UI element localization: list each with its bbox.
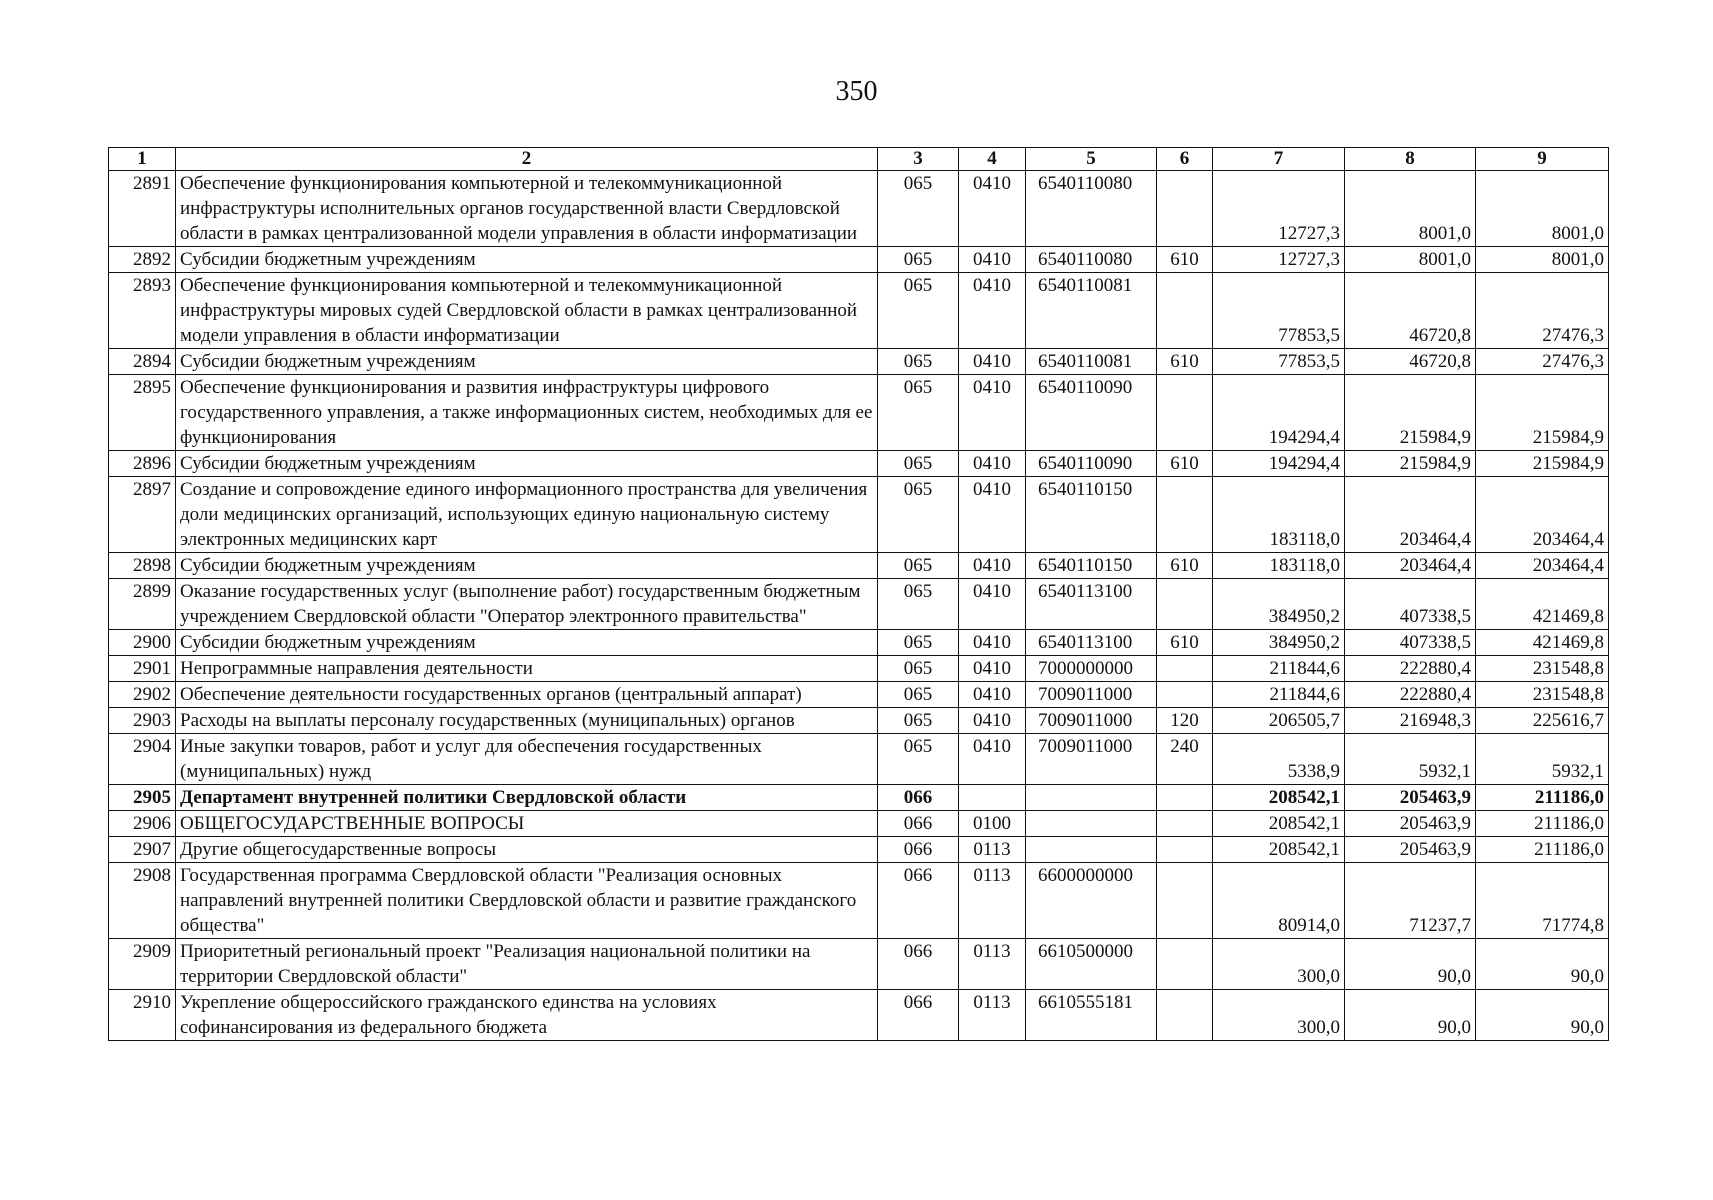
row-description: Субсидии бюджетным учреждениям [176, 630, 878, 656]
row-number: 2894 [109, 349, 176, 375]
section-code: 0113 [959, 939, 1026, 990]
target-article-code: 7009011000 [1026, 708, 1157, 734]
header-cell: 2 [176, 148, 878, 171]
ministry-code: 066 [878, 939, 959, 990]
amount-col-7: 300,0 [1213, 939, 1345, 990]
section-code: 0410 [959, 734, 1026, 785]
amount-col-7: 77853,5 [1213, 349, 1345, 375]
amount-col-8: 216948,3 [1345, 708, 1476, 734]
amount-col-8: 8001,0 [1345, 171, 1476, 247]
row-number: 2910 [109, 990, 176, 1041]
expense-type-code [1157, 990, 1213, 1041]
amount-col-9: 203464,4 [1476, 477, 1609, 553]
section-code: 0113 [959, 863, 1026, 939]
expense-type-code: 120 [1157, 708, 1213, 734]
amount-col-7: 183118,0 [1213, 477, 1345, 553]
expense-type-code: 610 [1157, 451, 1213, 477]
row-description: Иные закупки товаров, работ и услуг для обеспечения государственных (муниципальных) нужд [176, 734, 878, 785]
row-description: Приоритетный региональный проект "Реализация национальной политики на территории Свердловской области" [176, 939, 878, 990]
amount-col-7: 300,0 [1213, 990, 1345, 1041]
ministry-code: 065 [878, 477, 959, 553]
target-article-code: 7009011000 [1026, 682, 1157, 708]
amount-col-7: 211844,6 [1213, 656, 1345, 682]
amount-col-9: 211186,0 [1476, 811, 1609, 837]
ministry-code: 066 [878, 837, 959, 863]
amount-col-9: 421469,8 [1476, 630, 1609, 656]
target-article-code: 6540110090 [1026, 451, 1157, 477]
target-article-code: 6540110081 [1026, 349, 1157, 375]
table-row [109, 477, 1609, 553]
section-code: 0410 [959, 273, 1026, 349]
amount-col-8: 205463,9 [1345, 785, 1476, 811]
amount-col-8: 203464,4 [1345, 553, 1476, 579]
expense-type-code [1157, 375, 1213, 451]
target-article-code [1026, 837, 1157, 863]
row-number: 2897 [109, 477, 176, 553]
row-description: Создание и сопровождение единого информационного пространства для увеличения доли медицинских организаций, использующих единую национальную систему электронных медицинских карт [176, 477, 878, 553]
section-code: 0113 [959, 990, 1026, 1041]
ministry-code: 065 [878, 247, 959, 273]
header-cell: 6 [1157, 148, 1213, 171]
amount-col-7: 206505,7 [1213, 708, 1345, 734]
ministry-code: 065 [878, 553, 959, 579]
section-code: 0410 [959, 349, 1026, 375]
header-cell: 5 [1026, 148, 1157, 171]
target-article-code [1026, 785, 1157, 811]
amount-col-8: 407338,5 [1345, 579, 1476, 630]
row-description: Субсидии бюджетным учреждениям [176, 247, 878, 273]
row-number: 2901 [109, 656, 176, 682]
amount-col-7: 183118,0 [1213, 553, 1345, 579]
target-article-code: 6610500000 [1026, 939, 1157, 990]
target-article-code: 6540110080 [1026, 171, 1157, 247]
table-row [109, 939, 1609, 990]
ministry-code: 066 [878, 811, 959, 837]
amount-col-8: 203464,4 [1345, 477, 1476, 553]
amount-col-7: 80914,0 [1213, 863, 1345, 939]
amount-col-8: 46720,8 [1345, 349, 1476, 375]
row-number: 2904 [109, 734, 176, 785]
amount-col-9: 215984,9 [1476, 451, 1609, 477]
section-code: 0410 [959, 682, 1026, 708]
row-number: 2907 [109, 837, 176, 863]
section-code: 0100 [959, 811, 1026, 837]
amount-col-9: 231548,8 [1476, 656, 1609, 682]
table-row [109, 837, 1609, 863]
row-description: Субсидии бюджетным учреждениям [176, 349, 878, 375]
target-article-code [1026, 811, 1157, 837]
table-row [109, 734, 1609, 785]
row-description: Обеспечение функционирования компьютерной и телекоммуникационной инфраструктуры исполнительных органов государственной власти Свердловской области в рамках централизованной модели управления в области информатизации [176, 171, 878, 247]
header-row [109, 148, 1609, 171]
ministry-code: 065 [878, 656, 959, 682]
amount-col-7: 384950,2 [1213, 630, 1345, 656]
expense-type-code [1157, 656, 1213, 682]
amount-col-8: 90,0 [1345, 939, 1476, 990]
amount-col-7: 194294,4 [1213, 375, 1345, 451]
ministry-code: 065 [878, 682, 959, 708]
target-article-code: 6540110150 [1026, 553, 1157, 579]
amount-col-7: 5338,9 [1213, 734, 1345, 785]
amount-col-9: 27476,3 [1476, 349, 1609, 375]
ministry-code: 065 [878, 579, 959, 630]
section-code: 0410 [959, 579, 1026, 630]
row-number: 2905 [109, 785, 176, 811]
table-row [109, 451, 1609, 477]
section-code: 0410 [959, 477, 1026, 553]
amount-col-9: 27476,3 [1476, 273, 1609, 349]
table-row [109, 990, 1609, 1041]
section-code: 0410 [959, 656, 1026, 682]
ministry-code: 065 [878, 375, 959, 451]
expense-type-code: 610 [1157, 553, 1213, 579]
amount-col-9: 211186,0 [1476, 785, 1609, 811]
table-row [109, 579, 1609, 630]
row-number: 2895 [109, 375, 176, 451]
row-number: 2906 [109, 811, 176, 837]
expense-type-code: 240 [1157, 734, 1213, 785]
row-description: Субсидии бюджетным учреждениям [176, 451, 878, 477]
header-cell: 3 [878, 148, 959, 171]
expense-type-code [1157, 682, 1213, 708]
expense-type-code [1157, 477, 1213, 553]
amount-col-7: 208542,1 [1213, 837, 1345, 863]
amount-col-9: 90,0 [1476, 990, 1609, 1041]
row-description: ОБЩЕГОСУДАРСТВЕННЫЕ ВОПРОСЫ [176, 811, 878, 837]
row-description: Укрепление общероссийского гражданского единства на условиях софинансирования из федерального бюджета [176, 990, 878, 1041]
expense-type-code [1157, 863, 1213, 939]
amount-col-9: 5932,1 [1476, 734, 1609, 785]
amount-col-7: 12727,3 [1213, 247, 1345, 273]
row-number: 2908 [109, 863, 176, 939]
expense-type-code [1157, 939, 1213, 990]
row-number: 2903 [109, 708, 176, 734]
amount-col-8: 215984,9 [1345, 375, 1476, 451]
amount-col-8: 407338,5 [1345, 630, 1476, 656]
ministry-code: 065 [878, 451, 959, 477]
ministry-code: 065 [878, 171, 959, 247]
amount-col-7: 194294,4 [1213, 451, 1345, 477]
amount-col-8: 222880,4 [1345, 656, 1476, 682]
section-code: 0410 [959, 630, 1026, 656]
table-row [109, 708, 1609, 734]
row-description: Оказание государственных услуг (выполнение работ) государственным бюджетным учреждением Свердловской области "Оператор электронного правительства" [176, 579, 878, 630]
amount-col-9: 215984,9 [1476, 375, 1609, 451]
row-number: 2891 [109, 171, 176, 247]
header-cell: 9 [1476, 148, 1609, 171]
table-row [109, 553, 1609, 579]
ministry-code: 065 [878, 349, 959, 375]
table-row [109, 863, 1609, 939]
expense-type-code: 610 [1157, 630, 1213, 656]
row-description: Другие общегосударственные вопросы [176, 837, 878, 863]
table-row [109, 630, 1609, 656]
amount-col-9: 8001,0 [1476, 171, 1609, 247]
table-row [109, 811, 1609, 837]
amount-col-8: 46720,8 [1345, 273, 1476, 349]
expense-type-code [1157, 273, 1213, 349]
section-code: 0410 [959, 553, 1026, 579]
amount-col-8: 8001,0 [1345, 247, 1476, 273]
table-row [109, 247, 1609, 273]
header-cell: 4 [959, 148, 1026, 171]
expense-type-code [1157, 171, 1213, 247]
target-article-code: 6540110080 [1026, 247, 1157, 273]
row-description: Расходы на выплаты персоналу государственных (муниципальных) органов [176, 708, 878, 734]
table-body [109, 171, 1609, 1041]
budget-table [108, 147, 1609, 1041]
expense-type-code: 610 [1157, 247, 1213, 273]
target-article-code: 6540113100 [1026, 630, 1157, 656]
ministry-code: 065 [878, 630, 959, 656]
amount-col-7: 211844,6 [1213, 682, 1345, 708]
row-number: 2892 [109, 247, 176, 273]
amount-col-7: 77853,5 [1213, 273, 1345, 349]
expense-type-code [1157, 837, 1213, 863]
amount-col-9: 8001,0 [1476, 247, 1609, 273]
amount-col-7: 208542,1 [1213, 785, 1345, 811]
target-article-code: 7000000000 [1026, 656, 1157, 682]
table-row [109, 682, 1609, 708]
row-number: 2900 [109, 630, 176, 656]
row-number: 2899 [109, 579, 176, 630]
amount-col-9: 225616,7 [1476, 708, 1609, 734]
amount-col-8: 90,0 [1345, 990, 1476, 1041]
section-code: 0113 [959, 837, 1026, 863]
table-row [109, 171, 1609, 247]
row-description: Непрограммные направления деятельности [176, 656, 878, 682]
amount-col-9: 211186,0 [1476, 837, 1609, 863]
ministry-code: 066 [878, 785, 959, 811]
amount-col-8: 205463,9 [1345, 837, 1476, 863]
ministry-code: 065 [878, 273, 959, 349]
amount-col-9: 90,0 [1476, 939, 1609, 990]
target-article-code: 6540110081 [1026, 273, 1157, 349]
amount-col-7: 384950,2 [1213, 579, 1345, 630]
target-article-code: 7009011000 [1026, 734, 1157, 785]
expense-type-code [1157, 579, 1213, 630]
section-code: 0410 [959, 247, 1026, 273]
section-code: 0410 [959, 708, 1026, 734]
target-article-code: 6610555181 [1026, 990, 1157, 1041]
amount-col-9: 231548,8 [1476, 682, 1609, 708]
amount-col-8: 71237,7 [1345, 863, 1476, 939]
ministry-code: 065 [878, 734, 959, 785]
row-number: 2896 [109, 451, 176, 477]
table-row [109, 785, 1609, 811]
amount-col-9: 203464,4 [1476, 553, 1609, 579]
target-article-code: 6540113100 [1026, 579, 1157, 630]
section-code: 0410 [959, 375, 1026, 451]
table-row [109, 273, 1609, 349]
row-description: Обеспечение деятельности государственных органов (центральный аппарат) [176, 682, 878, 708]
expense-type-code [1157, 811, 1213, 837]
header-cell: 8 [1345, 148, 1476, 171]
row-description: Обеспечение функционирования компьютерной и телекоммуникационной инфраструктуры мировых судей Свердловской области в рамках централизованной модели управления в области информатизации [176, 273, 878, 349]
ministry-code: 066 [878, 990, 959, 1041]
expense-type-code [1157, 785, 1213, 811]
target-article-code: 6540110150 [1026, 477, 1157, 553]
amount-col-9: 421469,8 [1476, 579, 1609, 630]
target-article-code: 6600000000 [1026, 863, 1157, 939]
table-row [109, 375, 1609, 451]
ministry-code: 065 [878, 708, 959, 734]
page-number: 350 [835, 76, 878, 107]
amount-col-8: 5932,1 [1345, 734, 1476, 785]
row-description: Субсидии бюджетным учреждениям [176, 553, 878, 579]
amount-col-9: 71774,8 [1476, 863, 1609, 939]
amount-col-8: 215984,9 [1345, 451, 1476, 477]
row-number: 2893 [109, 273, 176, 349]
row-number: 2909 [109, 939, 176, 990]
row-description: Департамент внутренней политики Свердловской области [176, 785, 878, 811]
section-code: 0410 [959, 451, 1026, 477]
amount-col-8: 222880,4 [1345, 682, 1476, 708]
row-number: 2898 [109, 553, 176, 579]
section-code [959, 785, 1026, 811]
expense-type-code: 610 [1157, 349, 1213, 375]
table-row [109, 656, 1609, 682]
row-description: Обеспечение функционирования и развития инфраструктуры цифрового государственного управления, а также информационных систем, необходимых для ее функционирования [176, 375, 878, 451]
ministry-code: 066 [878, 863, 959, 939]
header-cell: 1 [109, 148, 176, 171]
section-code: 0410 [959, 171, 1026, 247]
amount-col-7: 12727,3 [1213, 171, 1345, 247]
header-cell: 7 [1213, 148, 1345, 171]
target-article-code: 6540110090 [1026, 375, 1157, 451]
amount-col-8: 205463,9 [1345, 811, 1476, 837]
row-description: Государственная программа Свердловской области "Реализация основных направлений внутренней политики Свердловской области и развитие гражданского общества" [176, 863, 878, 939]
table-row [109, 349, 1609, 375]
row-number: 2902 [109, 682, 176, 708]
amount-col-7: 208542,1 [1213, 811, 1345, 837]
